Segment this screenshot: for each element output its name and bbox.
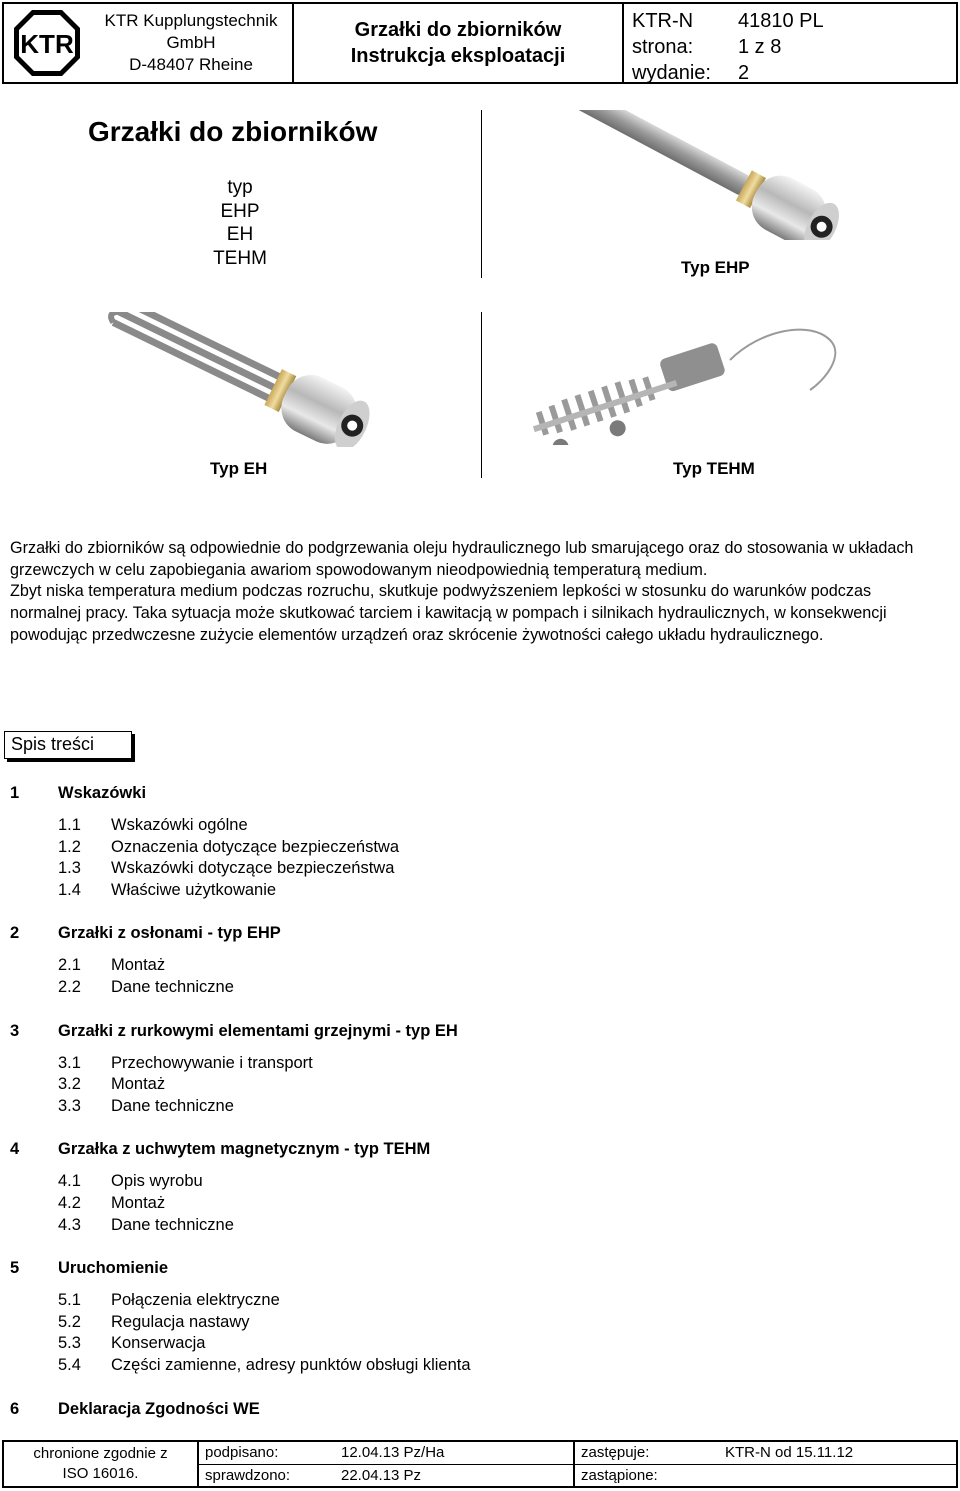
doc-id-label: KTR-N [632,10,694,32]
revision-cell [575,1442,956,1486]
divider-line [481,312,482,478]
approval-cell [199,1442,575,1486]
toc-item-number: 1.2 [58,837,81,856]
toc-section-title: Deklaracja Zgodności WE [58,1399,260,1418]
replaces-value: KTR-N od 15.11.12 [725,1444,854,1461]
toc-item [10,815,910,837]
toc-section-number: 2 [10,924,20,943]
toc-item-title: Konserwacja [111,1334,206,1353]
toc-section [10,922,910,944]
table-of-contents [10,782,910,1420]
toc-item-number: 2.2 [58,977,81,996]
toc-item-number: 5.1 [58,1291,81,1310]
toc-item-number: 3.3 [58,1096,81,1115]
toc-section [10,1398,910,1420]
toc-item-number: 4.1 [58,1172,81,1191]
signed-row [199,1442,573,1464]
page-row [632,34,956,60]
toc-item [10,1355,910,1377]
toc-item-title: Montaż [111,1075,166,1094]
toc-item-title: Opis wyrobu [111,1172,203,1191]
edition-label: wydanie: [632,62,711,84]
toc-item-title: Wskazówki ogólne [111,816,248,834]
toc-item [10,955,910,977]
company-cell [4,4,294,82]
heater-ehp-image [560,110,880,240]
toc-item [10,1333,910,1355]
toc-item-title: Montaż [111,956,166,975]
toc-section [10,782,910,804]
divider-line [481,110,482,278]
document-meta-cell [624,4,956,82]
toc-section-number: 5 [10,1259,20,1278]
ktr-logo [12,8,82,78]
document-header [2,2,958,84]
page-value: 1 z 8 [738,36,782,58]
caption-tehm: Typ TEHM [673,459,755,478]
toc-item-title: Oznaczenia dotyczące bezpieczeństwa [111,837,399,856]
signed-label: podpisano: [205,1444,279,1461]
caption-eh: Typ EH [210,459,268,478]
type-ehp: EHP [220,200,260,222]
company-info [90,10,292,76]
toc-section-number: 4 [10,1140,20,1159]
toc-item-number: 1.1 [58,816,81,834]
toc-item [10,1096,910,1118]
replaced-by-row [575,1464,956,1487]
intro-paragraph: Grzałki do zbiorników są odpowiednie do podgrzewania oleju hydraulicznego lub smarującego oraz do stosowania w układach grzewczych w celu zapobiegania awariom spowodowanym nieodpowiednią temperaturą medium. [10,539,914,579]
toc-item [10,1074,910,1096]
company-name: KTR Kupplungstechnik [104,11,278,30]
toc-section [10,1257,910,1279]
type-tehm: TEHM [213,247,267,269]
type-list [120,176,360,270]
heater-eh-image [90,312,400,447]
toc-item-title: Właściwe użytkowanie [111,880,277,899]
caption-ehp: Typ EHP [681,258,750,277]
company-form: GmbH [166,33,216,52]
protection-line: ISO 16016. [62,1465,139,1482]
toc-item-number: 4.2 [58,1193,81,1212]
company-address: D-48407 Rheine [129,55,253,74]
toc-item-title: Regulacja nastawy [111,1312,250,1331]
toc-item-number: 3.1 [58,1053,81,1072]
toc-item [10,1171,910,1193]
type-eh: EH [226,224,254,245]
toc-item-number: 4.3 [58,1215,81,1234]
svg-text:KTR: KTR [20,29,74,59]
toc-section-number: 6 [10,1399,20,1418]
toc-section-number: 1 [10,784,20,802]
signed-value: 12.04.13 Pz/Ha [341,1444,445,1461]
edition-row [632,60,956,86]
toc-section-title: Grzałka z uchwytem magnetycznym - typ TEHM [58,1140,431,1159]
toc-item-title: Montaż [111,1193,166,1212]
toc-section-title: Uruchomienie [58,1259,169,1278]
toc-item-title: Części zamienne, adresy punktów obsługi klienta [111,1355,471,1374]
toc-section [10,1138,910,1160]
toc-item [10,1193,910,1215]
replaces-row [575,1442,956,1464]
doc-id-value: 41810 PL [738,10,824,32]
toc-item-number: 5.3 [58,1334,81,1353]
checked-value: 22.04.13 Pz [341,1467,422,1484]
page-label: strona: [632,36,694,58]
replaced-by-label: zastąpione: [581,1467,658,1484]
checked-row [199,1464,573,1487]
toc-item-title: Połączenia elektryczne [111,1291,280,1310]
toc-item-title: Dane techniczne [111,977,234,996]
toc-item-title: Wskazówki dotyczące bezpieczeństwa [111,859,395,878]
toc-section-number: 3 [10,1021,20,1040]
toc-item-number: 2.1 [58,956,81,975]
page-title: Grzałki do zbiorników [88,116,378,147]
toc-item-title: Przechowywanie i transport [111,1053,313,1072]
toc-section [10,1020,910,1042]
toc-section-title: Grzałki z rurkowymi elementami grzejnymi - typ EH [58,1021,458,1040]
intro-paragraph: Zbyt niska temperatura medium podczas rozruchu, skutkuje podwyższeniem lepkości w stosunku do warunków podczas normalnej pracy. Taka sytuacja może skutkować tarciem i kawitacją w pompach i silnikach hydraulicznych, w konsekwencji powodując przedwczesne zużycie elementów urządzeń oraz skrócenie żywotności całego układu hydraulicznego. [10,582,887,644]
type-label: typ [227,177,253,198]
document-title: Grzałki do zbiorników [354,19,562,41]
toc-item-number: 5.2 [58,1312,81,1331]
protection-note [4,1442,199,1486]
toc-item [10,1053,910,1075]
heater-tehm-image [520,320,850,445]
checked-label: sprawdzono: [205,1467,291,1484]
protection-line: chronione zgodnie z [33,1445,168,1462]
intro-text [10,538,940,647]
edition-value: 2 [738,62,750,84]
toc-item [10,858,910,880]
toc-item [10,837,910,859]
document-footer [2,1440,958,1488]
document-title-cell [294,4,624,82]
toc-item [10,880,910,902]
document-subtitle: Instrukcja eksploatacji [350,45,566,67]
toc-item [10,1215,910,1237]
toc-item-number: 5.4 [58,1355,81,1374]
toc-item [10,1290,910,1312]
replaces-label: zastępuje: [581,1444,650,1461]
toc-item [10,977,910,999]
doc-id-row [632,8,956,34]
toc-item [10,1312,910,1334]
toc-item-number: 3.2 [58,1075,81,1094]
toc-item-number: 1.3 [58,859,81,878]
toc-item-title: Dane techniczne [111,1096,234,1115]
toc-section-title: Wskazówki [58,784,147,802]
toc-item-number: 1.4 [58,880,81,899]
toc-item-title: Dane techniczne [111,1215,234,1234]
toc-heading: Spis treści [4,731,132,759]
toc-section-title: Grzałki z osłonami - typ EHP [58,924,281,943]
